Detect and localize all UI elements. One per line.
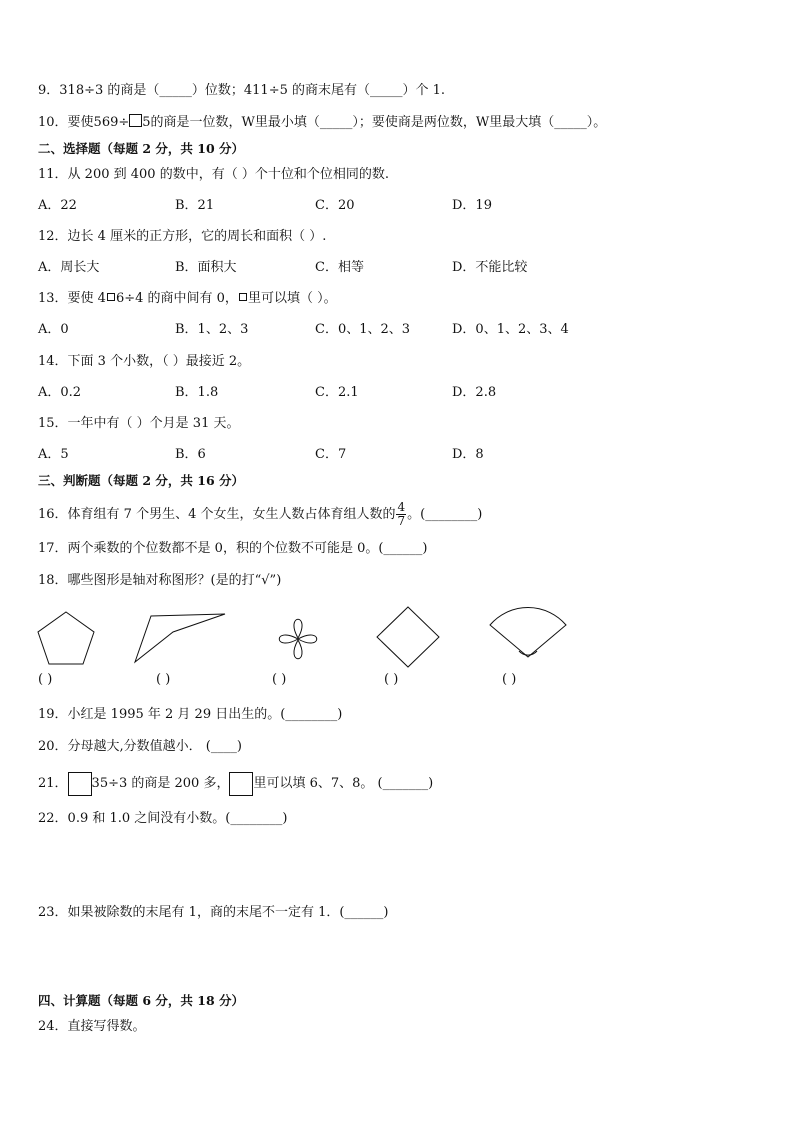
- answer-paren-2: ( ): [156, 672, 171, 687]
- answer-paren-1: ( ): [38, 672, 53, 687]
- question-21-part-a: 21．: [38, 776, 68, 791]
- question-24: 24．直接写得数。: [38, 1019, 146, 1034]
- section-3-title: 三、判断题（每题 2 分，共 16 分）: [38, 473, 245, 488]
- blank-box: [239, 293, 247, 301]
- question-10: [38, 114, 606, 132]
- answer-paren-5: ( ): [502, 672, 517, 687]
- option-b: B．21: [175, 198, 215, 213]
- question-10-part-b: 5的商是一位数，W里最小填（_____）；要使商是两位数，W里最大填（_____）。: [142, 115, 607, 130]
- option-b: B．1.8: [175, 385, 219, 400]
- blank-box: [129, 114, 142, 127]
- fraction-numerator: 4: [397, 500, 406, 514]
- question-15-options: [38, 446, 598, 464]
- question-13-part-a: 13．要使 4: [38, 291, 106, 306]
- diamond-shape: [375, 605, 441, 669]
- option-c: C．2.1: [315, 385, 359, 400]
- question-23: 23．如果被除数的末尾有 1，商的末尾不一定有 1．(______): [38, 905, 389, 920]
- option-d: D．2.8: [452, 385, 497, 400]
- question-14-options: [38, 384, 598, 402]
- blank-box: [107, 293, 115, 301]
- option-a: A．0: [38, 322, 69, 337]
- question-10-part-a: 10．要使569÷: [38, 115, 130, 130]
- question-19: 19．小红是 1995 年 2 月 29 日出生的。(________): [38, 707, 343, 722]
- question-22: 22．0.9 和 1.0 之间没有小数。(________): [38, 811, 288, 826]
- question-14: 14．下面 3 个小数，（ ）最接近 2。: [38, 354, 251, 369]
- question-16-part-b: 。(________): [407, 507, 483, 522]
- option-a: A．5: [38, 447, 69, 462]
- option-d: D．不能比较: [452, 260, 528, 275]
- option-c: C．20: [315, 198, 355, 213]
- question-21-part-b: 35÷3 的商是 200 多，: [91, 776, 230, 791]
- option-d: D．0、1、2、3、4: [452, 322, 569, 337]
- question-9: 9．318÷3 的商是（_____）位数；411÷5 的商末尾有（_____）个 1.: [38, 83, 446, 98]
- question-12: 12．边长 4 厘米的正方形，它的周长和面积（ ）.: [38, 229, 327, 244]
- option-a: A．22: [38, 198, 77, 213]
- fan-sector-shape: [488, 607, 568, 665]
- option-b: B．1、2、3: [175, 322, 249, 337]
- option-b: B．6: [175, 447, 206, 462]
- question-13-part-b: 6÷4 的商中间有 0，: [115, 291, 238, 306]
- fraction-denominator: 7: [397, 514, 406, 528]
- question-11: 11．从 200 到 400 的数中，有（ ）个十位和个位相同的数.: [38, 167, 389, 182]
- question-20: 20．分母越大,分数值越小． (____): [38, 739, 242, 754]
- question-17: 17．两个乘数的个位数都不是 0，积的个位数不可能是 0。(______): [38, 541, 428, 556]
- section-4-title: 四、计算题（每题 6 分，共 18 分）: [38, 993, 245, 1008]
- question-13: [38, 290, 337, 308]
- fraction: [396, 501, 406, 528]
- option-d: D．8: [452, 447, 484, 462]
- option-a: A．0.2: [38, 385, 82, 400]
- triangle-shape: [133, 612, 228, 664]
- section-2-title: 二、选择题（每题 2 分，共 10 分）: [38, 141, 245, 156]
- blank-box: [229, 772, 253, 796]
- answer-paren-4: ( ): [384, 672, 399, 687]
- blank-box: [68, 772, 92, 796]
- question-15: 15．一年中有（ ）个月是 31 天。: [38, 416, 240, 431]
- question-16-part-a: 16．体育组有 7 个男生、4 个女生，女生人数占体育组人数的: [38, 507, 396, 522]
- question-18: 18．哪些图形是轴对称图形？(是的打“√”): [38, 573, 282, 588]
- question-11-options: [38, 197, 598, 215]
- option-b: B．面积大: [175, 260, 237, 275]
- question-21-part-c: 里可以填 6、7、8。 (_______): [253, 776, 434, 791]
- option-c: C．相等: [315, 260, 364, 275]
- question-21: [38, 770, 433, 798]
- answer-paren-3: ( ): [272, 672, 287, 687]
- pentagon-shape: [36, 610, 96, 666]
- option-d: D．19: [452, 198, 492, 213]
- question-13-options: [38, 321, 598, 339]
- question-12-options: [38, 259, 598, 277]
- option-a: A．周长大: [38, 260, 100, 275]
- question-16: [38, 500, 482, 530]
- four-petal-flower-shape: [266, 610, 330, 668]
- question-13-part-c: 里可以填（ ）。: [247, 291, 337, 306]
- option-c: C．0、1、2、3: [315, 322, 411, 337]
- option-c: C．7: [315, 447, 347, 462]
